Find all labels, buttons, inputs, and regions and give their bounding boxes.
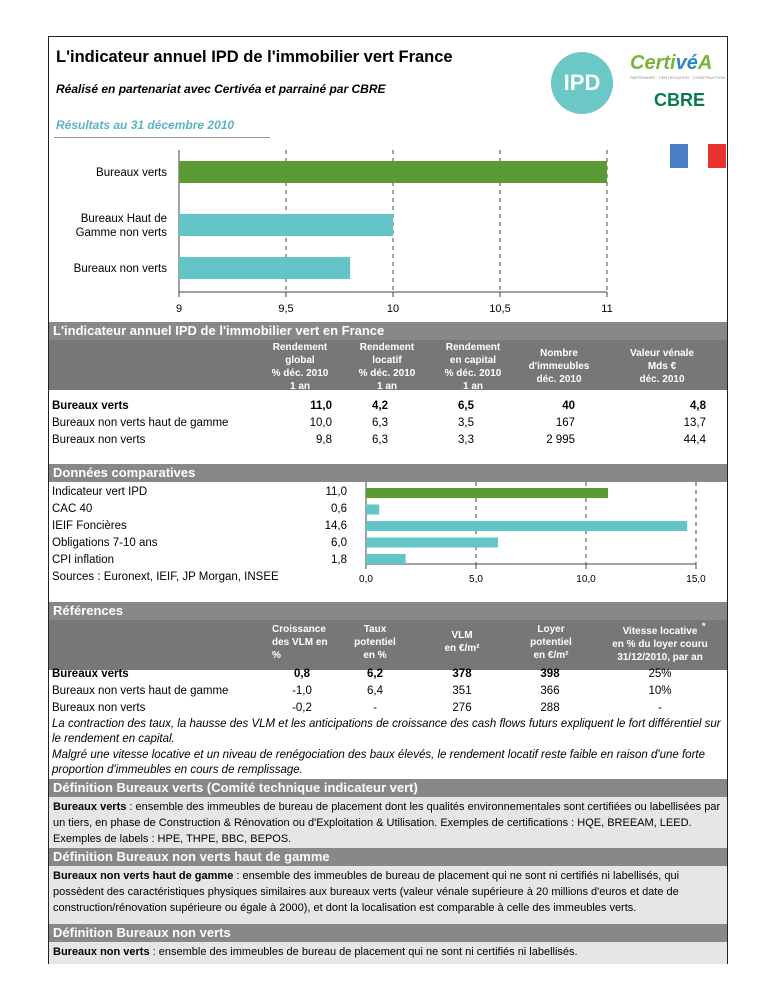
table-cell: 44,4	[683, 434, 706, 446]
bar	[366, 554, 406, 564]
section-heading-def-highend: Définition Bureaux non verts haut de gamme	[49, 848, 727, 866]
col-header: Vitesse locative en % du loyer couru 31/12/2010, par an	[612, 626, 708, 663]
comparative-value: 14,6	[324, 520, 347, 532]
table-cell: -	[373, 702, 377, 714]
certivea-logo: CertivéA PARTENAIRE · CERTIFICATION · CONSTRUCTION	[630, 52, 725, 80]
section-heading-def-green: Définition Bureaux verts (Comité technique indicateur vert)	[49, 779, 727, 797]
section-heading-comparatives: Données comparatives	[49, 464, 727, 482]
bar	[366, 538, 498, 548]
comparative-label: CAC 40	[52, 503, 93, 515]
definition-highend: Bureaux non verts haut de gamme : ensemble des immeubles de bureau de placement qui ne sont ni certifiés ni labellisés, qui possèdent des caractéristiques physiques similaires aux bureaux verts (valeur vénale supérieure à 20 millions d'euros et date de construction/rénovation supérieure ou égale à 2000), et dont la localisation est comparable à celle des immeubles verts.	[49, 866, 727, 924]
table-cell: 40	[562, 400, 575, 412]
comparative-label: Obligations 7-10 ans	[52, 537, 158, 549]
definition-green: Bureaux verts : ensemble des immeubles de bureau de placement dont les qualités environnementales sont certifiées ou labellisées par un tiers, en phase de Construction & Rénovation ou d'Exploitation & Utilisation. Exemples de certifications : HQE, BREEAM, LEED. Exemples de labels : HPE, THPE, BBC, BEPOS.	[49, 797, 727, 848]
table-cell: 11,0	[310, 400, 332, 412]
col-header: Rendement global % déc. 2010 1 an	[271, 342, 329, 392]
table-cell: 378	[452, 668, 472, 680]
bar	[179, 161, 607, 183]
category-label: Bureaux Haut de	[80, 213, 167, 225]
col-header: Croissance des VLM en %	[272, 624, 328, 661]
comparative-label: IEIF Foncières	[52, 520, 127, 532]
table-cell: 6,4	[367, 685, 383, 697]
table-cell: 10,0	[309, 417, 332, 429]
table-cell: -1,0	[292, 685, 312, 697]
table-cell: 276	[452, 702, 472, 714]
comparative-label: Indicateur vert IPD	[52, 486, 148, 498]
table-cell: -0,2	[292, 702, 312, 714]
table-cell: 3,3	[458, 434, 474, 446]
table-cell: 167	[555, 417, 575, 429]
tick-label: 9,5	[278, 303, 294, 315]
divider	[54, 137, 270, 138]
bar	[366, 521, 687, 531]
page-title: L'indicateur annuel IPD de l'immobilier vert France	[56, 48, 453, 66]
col-header: VLM en €/m²	[444, 630, 480, 654]
section-heading-references: Références	[49, 602, 727, 620]
row-label: Bureaux verts	[52, 668, 129, 680]
section-heading-indicator: L'indicateur annuel IPD de l'immobilier vert en France	[49, 322, 727, 340]
tick-label: 5,0	[469, 574, 483, 585]
category-label: Gamme non verts	[75, 227, 167, 239]
col-header: Valeur vénale Mds € déc. 2010	[630, 348, 694, 385]
col-header: Nombre d'immeubles déc. 2010	[528, 348, 590, 385]
table-cell: 366	[540, 685, 560, 697]
table-cell: 6,2	[367, 668, 383, 680]
table-cell: 0,8	[294, 668, 310, 680]
col-header: Taux potentiel en %	[354, 624, 396, 661]
table-cell: 13,7	[683, 417, 706, 429]
category-label: Bureaux verts	[96, 167, 167, 179]
definition-nongreen: Bureaux non verts : ensemble des immeubles de bureau de placement qui ne sont ni certifiés ni labellisés.	[49, 942, 727, 964]
table-cell: 398	[540, 668, 560, 680]
table-cell: 2 995	[546, 434, 575, 446]
table-cell: -	[658, 702, 662, 714]
bar	[179, 214, 393, 236]
table-cell: 288	[540, 702, 560, 714]
table-cell: 6,5	[458, 400, 474, 412]
page-subtitle: Réalisé en partenariat avec Certivéa et parrainé par CBRE	[56, 82, 386, 96]
tick-label: 0,0	[359, 574, 373, 585]
row-label: Bureaux non verts	[52, 702, 146, 714]
asterisk-mark: *	[702, 621, 706, 631]
returns-bar-chart	[0, 140, 768, 330]
table-cell: 4,8	[690, 400, 706, 412]
section-heading-def-nongreen: Définition Bureaux non verts	[49, 924, 727, 942]
table-cell: 4,2	[372, 400, 388, 412]
col-header: Rendement locatif % déc. 2010 1 an	[358, 342, 416, 392]
table-cell: 10%	[648, 685, 672, 697]
table-cell: 351	[452, 685, 472, 697]
note-paragraph: La contraction des taux, la hausse des VLM et les anticipations de croissance des cash flows futurs expliquent le fort différentiel sur le rendement en capital.	[52, 718, 721, 745]
table-cell: 6,3	[372, 417, 388, 429]
tick-label: 10,5	[489, 303, 511, 315]
row-label: Bureaux non verts haut de gamme	[52, 685, 229, 697]
tick-label: 11	[601, 303, 613, 315]
category-label: Bureaux non verts	[73, 263, 167, 275]
comparative-value: 6,0	[331, 537, 347, 549]
tick-label: 10	[386, 303, 400, 315]
col-header: Loyer potentiel en €/m²	[530, 624, 572, 661]
cbre-logo: CBRE	[654, 90, 706, 110]
comparative-value: 1,8	[331, 554, 347, 566]
bar	[179, 257, 350, 279]
row-label: Bureaux non verts	[52, 434, 146, 446]
table-cell: 3,5	[458, 417, 474, 429]
table-cell: 25%	[648, 668, 672, 680]
sources-note: Sources : Euronext, IEIF, JP Morgan, INSEE	[52, 571, 279, 583]
table-cell: 6,3	[372, 434, 388, 446]
comparative-value: 11,0	[325, 486, 347, 498]
row-label: Bureaux non verts haut de gamme	[52, 417, 229, 429]
comparative-value: 0,6	[331, 503, 347, 515]
results-date: Résultats au 31 décembre 2010	[56, 118, 235, 132]
tick-label: 15,0	[686, 574, 706, 585]
comparative-label: CPI inflation	[52, 554, 115, 566]
table-cell: 9,8	[316, 434, 332, 446]
note-paragraph: Malgré une vitesse locative et un niveau de renégociation des baux élevés, le rendement locatif reste faible en raison d'une forte proportion d'immeubles en cours de remplissage.	[52, 749, 705, 776]
bar	[366, 488, 608, 498]
col-header: Rendement en capital % déc. 2010 1 an	[444, 342, 502, 392]
ipd-logo: IPD	[551, 52, 613, 114]
comparatives-bar-chart	[0, 478, 768, 590]
tick-label: 9	[175, 303, 183, 315]
row-label: Bureaux verts	[52, 400, 129, 412]
tick-label: 10,0	[576, 574, 596, 585]
bar	[366, 505, 379, 515]
